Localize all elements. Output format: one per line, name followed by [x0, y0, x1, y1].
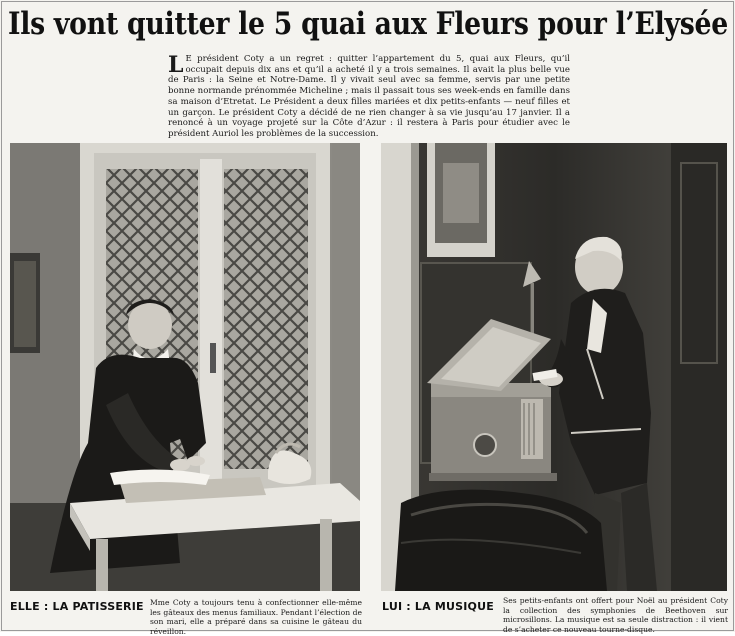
pastry-photo-illustration — [10, 143, 360, 591]
caption-text-left: Mme Coty a toujours tenu à confectionner elle-même les gâteaux des menus familiaux. Pendant l’élection de son mari, elle a préparé dans sa cuisine le gâteau du réveillon. — [150, 598, 362, 636]
headline: Ils vont quitter le 5 quai aux Fleurs pour l’Elysée — [8, 6, 728, 42]
drop-cap: L — [168, 52, 184, 78]
intro-paragraph — [168, 54, 570, 140]
caption-text-right: Ses petits-enfants ont offert pour Noël au président Coty la collection des symphonies de Beethoven sur microsillons. La musique est sa seule distraction : il vient de s’acheter ce nouveau tourne-disque. — [503, 596, 728, 634]
photo-madame-coty-pastry — [10, 143, 360, 591]
caption-heading-left: ELLE : LA PATISSERIE — [10, 600, 144, 613]
intro-text: E président Coty a un regret : quitter l’appartement du 5, quai aux Fleurs, qu’il occupait depuis dix ans et qu’il a acheté il y a trois semaines. Il avait la plus belle vue de Paris : la Seine et Notre-Dame. Il y vivait seul avec sa femme, servis par une petite bonne normande prénommée Micheline ; mais il passait tous ses week-ends en famille dans sa maison d’Etretat. Le Président a deux filles mariées et dix petits-enfants — neuf filles et un garçon. Le président Coty a décidé de ne rien changer à sa vie jusqu’au 17 janvier. Il a renoncé à un voyage projeté sur la Côte d’Azur : il restera à Paris pour étudier avec le président Auriol les problèmes de la succession. — [168, 54, 570, 139]
music-photo-illustration — [381, 143, 727, 591]
caption-heading-right: LUI : LA MUSIQUE — [382, 600, 494, 613]
photo-president-coty-music — [381, 143, 727, 591]
